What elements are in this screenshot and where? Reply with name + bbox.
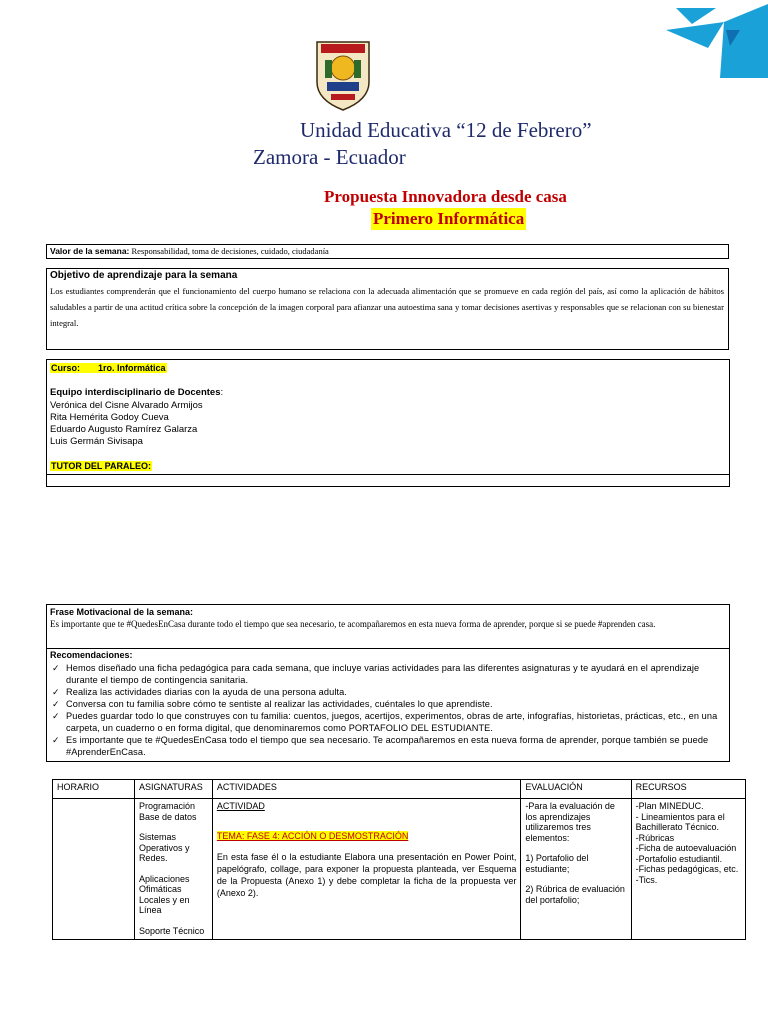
frase-text: Es importante que te #QuedesEnCasa durante todo el tiempo que sea necesario, te acompañaremos en esta nueva forma de aprender, porque si se puede #aprenden casa.: [50, 619, 656, 629]
actividades-cell: [212, 799, 521, 940]
asignatura-item: Soporte Técnico: [138, 925, 205, 936]
list-item: ✓ Es importante que te #QuedesEnCasa todo el tiempo que sea necesario. Te acompañaremos en esta nueva forma de aprender, porque también se puede #AprenderEnCasa.: [52, 735, 709, 757]
equipo-label: Equipo interdisciplinario de Docentes: [50, 387, 221, 398]
recurso-item: - Lineamientos para el Bachillerato Técnico.: [635, 811, 725, 832]
list-item: ✓ Hemos diseñado una ficha pedagógica para cada semana, que incluye varias actividades para las diferentes asignaturas y te ayudará en el aprendizaje durante el tiempo de contingencia sanitaria.: [52, 663, 700, 685]
frase-divider: [47, 648, 729, 649]
checkmark-icon: ✓: [52, 663, 60, 673]
checkmark-icon: ✓: [52, 699, 60, 709]
list-item: ✓ Realiza las actividades diarias con la ayuda de una persona adulta.: [52, 687, 347, 697]
checkmark-icon: ✓: [52, 735, 60, 745]
col-header-actividades: ACTIVIDADES: [212, 780, 521, 799]
list-item: ✓ Puedes guardar todo lo que construyes con tu familia: cuentos, juegos, acertijos, experimentos, obras de arte, infografías, historietas, prácticas, etc., en una carpeta, un cuaderno o en forma digital, que denominaremos como PORTAFOLIO DEL ESTUDIANTE.: [52, 711, 718, 733]
docente-item: Luis Germán Sivisapa: [50, 436, 143, 447]
actividad-text: En esta fase él o la estudiante Elabora una presentación en Power Point, papelógrafo, collage, para exponer la propuesta planteada, ver Esquema de la Propuesta (Anexo 1) y debe completar la ficha de la propuesta ver (Anexo 2).: [216, 852, 517, 898]
equipo-heading: [50, 387, 223, 398]
evaluacion-item: -Para la evaluación de los aprendizajes utilizaremos tres elementos:: [525, 801, 615, 843]
blue-triangles-icon: [664, 0, 768, 78]
valor-box: [46, 244, 729, 259]
location-title: Zamora - Ecuador: [253, 145, 406, 169]
asignatura-item: Aplicaciones Ofimáticas Locales y en Línea: [138, 873, 190, 915]
docente-item: Rita Hemérita Godoy Cueva: [50, 412, 169, 423]
table-header-row: [53, 780, 746, 799]
tutor-label: TUTOR DEL PARALEO:: [51, 461, 152, 471]
curso-value: 1ro. Informática: [98, 363, 166, 373]
recurso-item: -Rúbricas: [635, 832, 675, 843]
activities-table: [52, 779, 746, 940]
proposal-title: Propuesta Innovadora desde casa: [324, 187, 567, 206]
recurso-item: -Ficha de autoevaluación: [635, 843, 737, 853]
tutor-divider: [47, 474, 729, 475]
tema-label: TEMA: FASE 4: ACCIÓN O DESMOSTRACIÓN: [216, 830, 409, 841]
evaluacion-cell: [521, 799, 631, 940]
col-header-recursos: RECURSOS: [631, 780, 745, 799]
checkmark-icon: ✓: [52, 711, 60, 721]
asignatura-item: Programación Base de datos: [138, 801, 197, 822]
list-item: ✓ Conversa con tu familia sobre cómo te sentiste al realizar las actividades, cuéntales lo que aprendiste.: [52, 699, 493, 709]
valor-text: Responsabilidad, toma de decisiones, cuidado, ciudadanía: [129, 246, 329, 256]
recomendaciones-list: [50, 662, 724, 758]
recurso-item: -Fichas pedagógicas, etc.: [635, 864, 739, 874]
curso-box: [46, 359, 730, 487]
evaluacion-item: 2) Rúbrica de evaluación del portafolio;: [525, 884, 625, 905]
asignaturas-cell: [134, 799, 212, 940]
recurso-item: -Portafolio estudiantil.: [635, 853, 723, 864]
frase-box: [46, 604, 730, 762]
col-header-evaluacion: EVALUACIÓN: [521, 780, 631, 799]
valor-label: Valor de la semana:: [50, 246, 130, 256]
horario-cell: [53, 799, 135, 940]
objetivo-text: Los estudiantes comprenderán que el funcionamiento del cuerpo humano se relaciona con la adecuada alimentación que se promueve en cada región del país, así como la aplicación de hábitos saludables a partir de una actitud crítica sobre la concepción de la imagen corporal para afianzar una autoestima sana y tomar decisiones asertivas y responsables que se relacionan con su bienestar integral.: [50, 286, 724, 328]
col-header-asignaturas: ASIGNATURAS: [134, 780, 212, 799]
docente-item: Eduardo Augusto Ramírez Galarza: [50, 424, 198, 435]
objetivo-box: [46, 268, 729, 350]
school-crest-icon: [311, 38, 375, 112]
checkmark-icon: ✓: [52, 687, 60, 697]
institution-title: Unidad Educativa “12 de Febrero”: [300, 118, 592, 142]
table-row: [53, 799, 746, 940]
recomendaciones-label: Recomendaciones:: [50, 650, 133, 660]
recursos-cell: [631, 799, 745, 940]
evaluacion-item: 1) Portafolio del estudiante;: [525, 853, 589, 874]
curso-label: Curso:: [51, 363, 80, 373]
frase-label: Frase Motivacional de la semana:: [50, 607, 194, 617]
docente-item: Verónica del Cisne Alvarado Armijos: [50, 400, 203, 411]
actividad-label: ACTIVIDAD: [216, 801, 265, 811]
curso-line: [50, 363, 167, 373]
docentes-list: [50, 400, 203, 448]
equipo-colon: :: [220, 387, 224, 398]
objetivo-label: Objetivo de aprendizaje para la semana: [50, 270, 238, 281]
recurso-item: -Tics.: [635, 874, 658, 885]
recurso-item: -Plan MINEDUC.: [635, 801, 704, 811]
course-title: Primero Informática: [373, 209, 525, 228]
col-header-horario: HORARIO: [53, 780, 135, 799]
asignatura-item: Sistemas Operativos y Redes.: [138, 832, 190, 863]
